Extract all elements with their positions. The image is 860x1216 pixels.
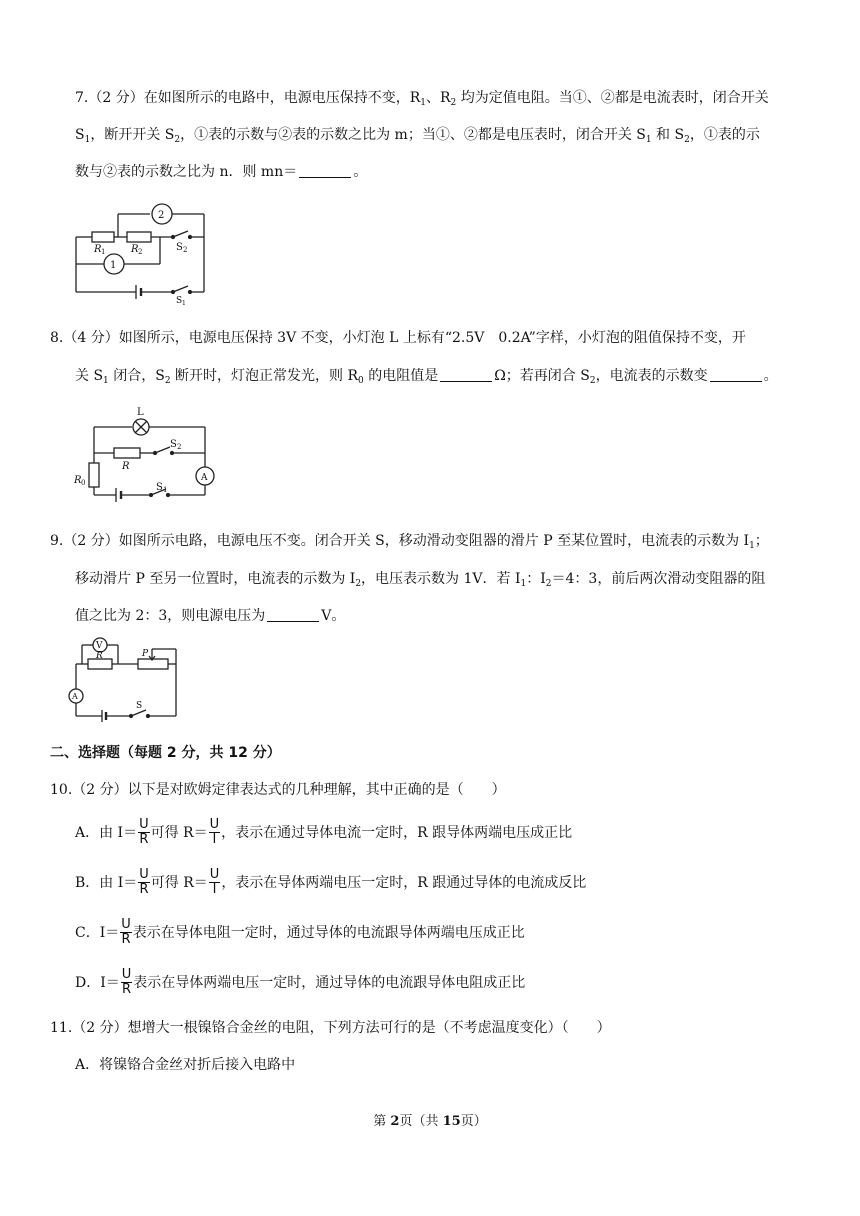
ammeter-label: A [72, 692, 78, 701]
switch-s2 [155, 447, 170, 453]
q10-option-c [75, 912, 525, 952]
fraction-denominator: R [121, 931, 131, 947]
q7-text: 7.（2 分）在如图所示的电路中，电源电压保持不变，R [75, 90, 421, 106]
q8-text: 断开时，灯泡正常发光，则 R [170, 368, 359, 384]
answer-blank [710, 367, 762, 382]
q8-circuit-diagram [70, 403, 220, 503]
fraction-denominator: R [122, 981, 132, 997]
s2-label: S [176, 242, 183, 253]
s1-subscript: 1 [182, 300, 186, 307]
q9-circuit-diagram [72, 634, 192, 724]
fraction-denominator: I [212, 881, 217, 897]
q9-text: ＝4：3，前后两次滑动变阻器的阻 [551, 571, 766, 587]
answer-blank [440, 367, 492, 382]
resistor-r0 [89, 463, 99, 487]
rheostat-icon [138, 659, 168, 669]
q9-text: V。 [321, 608, 346, 624]
s2-subscript: 2 [177, 443, 182, 451]
fraction-numerator: U [139, 866, 149, 882]
q8-text: 闭合，S [108, 368, 165, 384]
r2-subscript: 2 [138, 248, 143, 256]
r-label: R [122, 461, 130, 472]
meter-2-label: 2 [158, 210, 165, 221]
q9-line1: 9.（2 分）如图所示电路，电源电压不变。闭合开关 S，移动滑动变阻器的滑片 P 至某位置时，电流表的示数为 $I_1$； [50, 533, 769, 551]
q9-text: 值之比为 2：3，则电源电压为 [75, 608, 266, 624]
option-text: 可得 R＝ [150, 825, 208, 841]
option-text: 表示在导体两端电压一定时，通过导体的电流跟导体电阻成正比 [133, 975, 526, 991]
r1-subscript: 1 [101, 248, 106, 256]
q9-text: ； [754, 533, 769, 549]
q8-line1 [50, 328, 746, 348]
voltmeter-label: V [96, 641, 103, 651]
fraction-u-over-r [138, 868, 150, 897]
fraction-numerator: U [121, 916, 131, 932]
answer-blank [299, 163, 351, 178]
q7-text: 、R [426, 90, 451, 106]
q8-text: 。 [763, 368, 778, 384]
footer-text: 页（共 [399, 1114, 443, 1129]
q7-circuit-diagram [72, 200, 212, 307]
q9-text: ：I [526, 571, 546, 587]
q11-stem [50, 1018, 611, 1038]
q7-line2: $S_1$，断开开关 $S_2$，①表的示数与②表的示数之比为 m；当①、②都是电压表时，闭合开关 $S_1$ 和 $S_2$，①表的示 [75, 127, 760, 145]
s1-label: S [176, 296, 183, 306]
q10-option-d [75, 962, 525, 1002]
lamp-label: L [137, 407, 144, 418]
q10-option-a [75, 812, 572, 852]
r0-label: R [74, 475, 82, 486]
fraction-numerator: U [209, 816, 220, 832]
resistor-r2 [127, 232, 151, 242]
q7-text: 数与②表的示数之比为 n．则 mn＝ [75, 164, 298, 180]
fraction-denominator: I [212, 831, 217, 847]
q7-text: ，断开开关 S [90, 127, 175, 143]
fraction-u-over-r [138, 818, 150, 847]
q7-text: ，①表的示 [689, 127, 760, 143]
q11-option-a [75, 1055, 295, 1075]
ammeter-label: A [201, 473, 208, 483]
option-text: C．I＝ [75, 925, 120, 941]
option-text: ，表示在导体两端电压一定时，R 跟通过导体的电流成反比 [221, 875, 587, 891]
q10-option-b [75, 862, 586, 902]
page-footer [0, 1110, 860, 1129]
q7-line1: 7.（2 分）在如图所示的电路中，电源电压保持不变，$R_1$、$R_2$ 均为定值电阻。当①、②都是电流表时，闭合开关 [75, 90, 769, 108]
q9-line3 [75, 606, 345, 626]
q9-line2: 移动滑片 P 至另一位置时，电流表的示数为 $I_2$，电压表示数为 1V．若 $I_1$：$I_2=4$：3，前后两次滑动变阻器的阻 [75, 571, 766, 589]
fraction-numerator: U [209, 866, 220, 882]
switch-s1 [173, 286, 188, 292]
q7-text: 均为定值电阻。当①、②都是电流表时，闭合开关 [456, 90, 769, 106]
q8-text: 关 S [75, 368, 104, 384]
footer-text: 页） [460, 1114, 487, 1129]
fraction-numerator: U [139, 816, 149, 832]
r2-label: R [131, 244, 139, 255]
q8-text: ，电流表的示数变 [595, 368, 708, 384]
p-label: P [142, 649, 149, 659]
meter-1-label: 1 [110, 260, 117, 271]
page-total: 15 [442, 1114, 461, 1129]
s2-subscript: 2 [183, 246, 188, 254]
s1-label: S [156, 482, 163, 493]
q7-text: 和 S [651, 127, 685, 143]
option-text: D．I＝ [75, 975, 120, 991]
q10-stem [50, 780, 506, 800]
s1-subscript: 1 [163, 486, 168, 494]
r-label: R [96, 651, 103, 661]
q9-text: ，电压表示数为 1V．若 I [361, 571, 521, 587]
answer-blank [267, 607, 319, 622]
q9-text: 移动滑片 P 至另一位置时，电流表的示数为 I [75, 571, 356, 587]
resistor-r [114, 448, 140, 458]
r1-label: R [94, 244, 102, 255]
r0-subscript: 0 [81, 479, 86, 487]
option-text: 可得 R＝ [150, 875, 208, 891]
q8-line2: 关 $S_1$ 闭合，$S_2$ 断开时，灯泡正常发光，则 $R_0$ 的电阻值是 Ω；若再闭合 $S_2$，电流表的示数变 。 [75, 368, 778, 386]
section-heading: 二、选择题（每题 2 分，共 12 分） [50, 745, 281, 761]
fraction-denominator: R [139, 831, 149, 847]
option-text: A．由 I＝ [75, 825, 138, 841]
fraction-u-over-r [121, 968, 133, 997]
switch-s2 [173, 231, 188, 237]
q8-text: 8.（4 分）如图所示，电源电压保持 3V 不变，小灯泡 L 上标有“2.5V 0.2A”字样，小灯泡的阻值保持不变，开 [50, 330, 746, 346]
q9-text: 9.（2 分）如图所示电路，电源电压不变。闭合开关 S，移动滑动变阻器的滑片 P 至某位置时，电流表的示数为 I [50, 533, 750, 549]
option-text: B．由 I＝ [75, 875, 138, 891]
fraction-denominator: R [139, 881, 149, 897]
q8-text: 的电阻值是 [363, 368, 439, 384]
s2-label: S [170, 439, 177, 450]
option-text: ，表示在通过导体电流一定时，R 跟导体两端电压成正比 [221, 825, 573, 841]
footer-text: 第 [373, 1114, 391, 1129]
q7-line3 [75, 162, 367, 182]
fraction-u-over-r [120, 918, 132, 947]
fraction-numerator: U [121, 966, 132, 982]
fraction-u-over-i [209, 868, 221, 897]
q11-text: 11.（2 分）想增大一根镍铬合金丝的电阻，下列方法可行的是（不考虑温度变化）（ ） [50, 1020, 611, 1036]
q8-text: Ω；若再闭合 S [494, 368, 590, 384]
resistor-r1 [92, 232, 114, 242]
q7-text: 。 [353, 164, 368, 180]
s-label: S [136, 701, 143, 711]
q7-text: ，①表的示数与②表的示数之比为 m；当①、②都是电压表时，闭合开关 S [180, 127, 646, 143]
option-text: A．将镍铬合金丝对折后接入电路中 [75, 1057, 296, 1073]
page-number: 2 [390, 1114, 400, 1129]
option-text: 表示在导体电阻一定时，通过导体的电流跟导体两端电压成正比 [132, 925, 525, 941]
fraction-u-over-i [209, 818, 221, 847]
q10-text: 10.（2 分）以下是对欧姆定律表达式的几种理解，其中正确的是（ ） [50, 782, 506, 798]
q7-text: S [75, 127, 85, 143]
